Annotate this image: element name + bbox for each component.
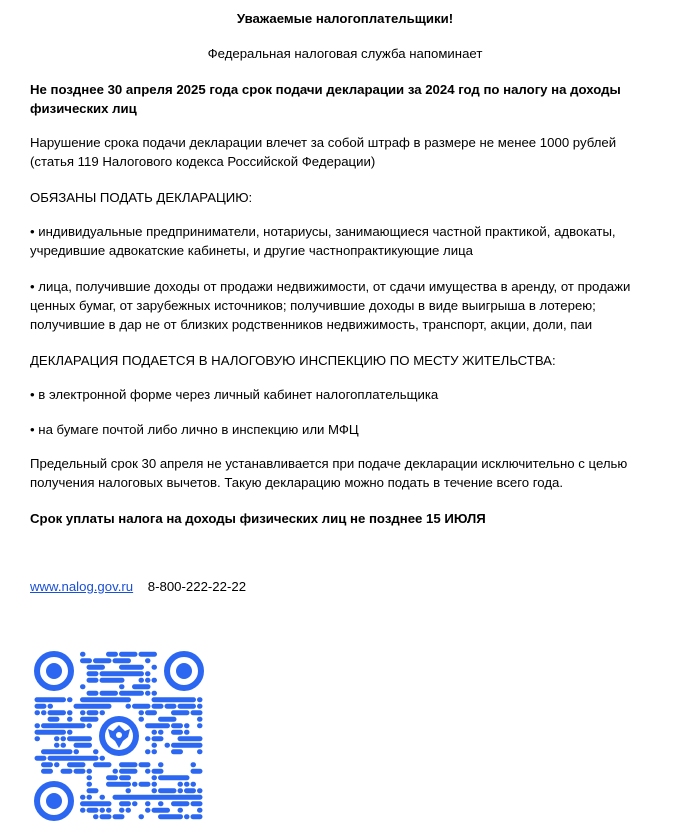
qr-module <box>100 691 119 696</box>
qr-module <box>158 801 164 806</box>
qr-module <box>41 749 73 754</box>
qr-module <box>100 678 125 683</box>
qr-module <box>119 691 144 696</box>
qr-module <box>184 814 190 819</box>
qr-module <box>93 814 99 819</box>
qr-module <box>145 749 151 754</box>
qr-module <box>139 782 151 787</box>
qr-module <box>152 665 158 670</box>
qr-module <box>87 691 99 696</box>
qr-module <box>54 762 60 767</box>
qr-module <box>74 704 112 709</box>
obliged-item-2-line-2: ценных бумаг, от зарубежных источников; получившие доходы в виде выигрыша в лотерею; <box>30 298 596 313</box>
qr-module <box>197 749 203 754</box>
qr-module <box>191 814 203 819</box>
qr-module <box>61 736 67 741</box>
qr-module <box>145 736 151 741</box>
qr-module <box>100 808 106 813</box>
obliged-item-2-line-1: • лица, получившие доходы от продажи недвижимости, от сдачи имущества в аренду, от продажи <box>30 279 631 294</box>
qr-module <box>67 762 86 767</box>
exception-line-1: Предельный срок 30 апреля не устанавливается при подаче декларации исключительно с целью <box>30 456 628 471</box>
qr-module <box>145 691 151 696</box>
qr-module <box>35 756 47 761</box>
qr-module <box>152 736 164 741</box>
qr-module <box>113 658 132 663</box>
qr-module <box>152 743 158 748</box>
qr-module <box>126 808 132 813</box>
qr-module <box>152 808 171 813</box>
qr-module <box>35 704 47 709</box>
deadline-line-2: физических лиц <box>30 101 137 116</box>
qr-module <box>152 769 164 774</box>
qr-module <box>191 710 203 715</box>
qr-module <box>145 658 151 663</box>
qr-module <box>145 671 151 676</box>
qr-module <box>145 801 151 806</box>
qr-module <box>61 743 67 748</box>
qr-module <box>139 678 145 683</box>
qr-module <box>191 762 197 767</box>
qr-module <box>119 762 138 767</box>
qr-module <box>171 749 183 754</box>
qr-module <box>113 769 119 774</box>
qr-module <box>178 808 184 813</box>
contacts-line <box>30 578 246 596</box>
qr-module <box>87 795 93 800</box>
qr-module <box>35 697 67 702</box>
qr-module <box>197 717 203 722</box>
qr-module <box>178 736 203 741</box>
qr-module <box>178 788 184 793</box>
qr-module <box>178 782 184 787</box>
qr-module <box>158 717 177 722</box>
submit-heading: ДЕКЛАРАЦИЯ ПОДАЕТСЯ В НАЛОГОВУЮ ИНСПЕКЦИЮ ПО МЕСТУ ЖИТЕЛЬСТВА: <box>30 353 556 368</box>
qr-module <box>87 723 93 728</box>
payment-deadline: Срок уплаты налога на доходы физических лиц не позднее 15 ИЮЛЯ <box>30 511 486 526</box>
qr-module <box>132 801 138 806</box>
penalty-line-2: (статья 119 Налогового кодекса Российской Федерации) <box>30 154 376 169</box>
website-link[interactable]: www.nalog.gov.ru <box>30 579 134 594</box>
qr-module <box>35 736 41 741</box>
qr-module <box>158 775 190 780</box>
qr-module <box>48 710 67 715</box>
qr-module <box>139 652 158 657</box>
qr-module <box>152 730 158 735</box>
qr-module <box>87 775 93 780</box>
obliged-heading: ОБЯЗАНЫ ПОДАТЬ ДЕКЛАРАЦИЮ: <box>30 190 253 205</box>
qr-module <box>191 769 203 774</box>
qr-module <box>152 697 197 702</box>
qr-module <box>132 704 151 709</box>
qr-module <box>145 710 157 715</box>
qr-module <box>80 717 99 722</box>
qr-module <box>152 782 158 787</box>
qr-module <box>171 730 183 735</box>
qr-module <box>152 749 158 754</box>
qr-module <box>152 678 158 683</box>
qr-module <box>35 730 67 735</box>
qr-module <box>74 749 80 754</box>
qr-module <box>139 814 145 819</box>
hotline-phone: 8-800-222-22-22 <box>147 579 247 594</box>
qr-module <box>152 775 158 780</box>
qr-module <box>126 704 132 709</box>
qr-module <box>74 743 93 748</box>
qr-module <box>197 697 203 702</box>
qr-module <box>132 684 151 689</box>
qr-module <box>171 801 190 806</box>
qr-module <box>106 782 131 787</box>
qr-module <box>184 782 190 787</box>
qr-module <box>184 788 196 793</box>
qr-module <box>41 710 47 715</box>
qr-module <box>191 801 203 806</box>
qr-module <box>119 684 125 689</box>
penalty-line-1: Нарушение срока подачи декларации влечет за собой штраф в размере не менее 1000 рублей <box>30 135 617 150</box>
qr-module <box>113 795 203 800</box>
qr-module <box>119 808 125 813</box>
qr-module <box>119 665 144 670</box>
qr-module <box>197 808 203 813</box>
qr-module <box>184 730 190 735</box>
qr-module <box>178 704 197 709</box>
qr-module <box>145 723 170 728</box>
qr-module <box>100 710 106 715</box>
qr-module <box>87 769 93 774</box>
qr-module <box>119 775 131 780</box>
qr-module <box>100 795 106 800</box>
qr-module <box>35 723 41 728</box>
qr-module <box>165 743 171 748</box>
qr-module <box>197 788 203 793</box>
qr-module <box>87 671 99 676</box>
qr-module <box>119 652 138 657</box>
qr-module <box>152 704 164 709</box>
qr-module <box>197 704 203 709</box>
submit-item-2: • на бумаге почтой либо лично в инспекцию или МФЦ <box>30 422 359 437</box>
qr-module <box>139 710 145 715</box>
obliged-item-2-line-3: получившие в дар не от близких родственников недвижимость, транспорт, акции, доли, паи <box>30 317 593 332</box>
qr-module <box>119 769 138 774</box>
qr-module <box>41 762 53 767</box>
qr-module <box>74 769 86 774</box>
qr-module <box>80 697 131 702</box>
qr-module <box>48 717 60 722</box>
qr-module <box>93 749 99 754</box>
qr-module <box>87 788 99 793</box>
qr-module <box>80 808 86 813</box>
qr-module <box>100 814 112 819</box>
qr-module <box>126 788 132 793</box>
subheading: Федеральная налоговая служба напоминает <box>207 46 483 61</box>
fns-emblem-icon <box>96 713 142 759</box>
qr-module <box>113 814 125 819</box>
qr-module <box>93 658 112 663</box>
qr-module <box>67 710 73 715</box>
deadline-line-1: Не позднее 30 апреля 2025 года срок подачи декларации за 2024 год по налогу на доходы <box>30 82 621 97</box>
qr-module <box>100 671 145 676</box>
qr-module <box>67 717 73 722</box>
qr-code <box>30 647 208 825</box>
qr-module <box>152 788 158 793</box>
qr-module <box>87 665 106 670</box>
qr-module <box>119 801 131 806</box>
qr-module <box>67 736 92 741</box>
qr-module <box>80 684 86 689</box>
heading: Уважаемые налогоплательщики! <box>236 11 454 26</box>
qr-module <box>41 723 86 728</box>
qr-module <box>184 723 190 728</box>
qr-module <box>100 756 106 761</box>
exception-line-2: получения налоговых вычетов. Такую декларацию можно подать в течение всего года. <box>30 475 564 490</box>
qr-module <box>54 736 60 741</box>
qr-module <box>139 762 151 767</box>
qr-module <box>80 795 86 800</box>
qr-module <box>87 710 99 715</box>
obliged-item-1-line-1: • индивидуальные предприниматели, нотариусы, занимающиеся частной практикой, адвокаты, <box>30 224 616 239</box>
qr-module <box>132 782 138 787</box>
qr-module <box>48 704 54 709</box>
qr-module <box>158 814 183 819</box>
qr-module <box>67 697 73 702</box>
qr-module <box>171 710 190 715</box>
obliged-item-1-line-2: учредившие адвокатские кабинеты, и другие частнопрактикующие лица <box>30 243 473 258</box>
qr-module <box>158 730 164 735</box>
qr-module <box>158 788 177 793</box>
qr-module <box>80 652 86 657</box>
qr-module <box>106 652 118 657</box>
qr-module <box>158 762 164 767</box>
qr-module <box>171 743 203 748</box>
qr-module <box>35 710 41 715</box>
qr-module <box>80 658 92 663</box>
qr-module <box>80 801 112 806</box>
qr-module <box>41 769 53 774</box>
qr-module <box>67 730 73 735</box>
qr-module <box>106 775 118 780</box>
qr-module <box>145 808 151 813</box>
qr-module <box>87 678 99 683</box>
qr-module <box>145 769 151 774</box>
qr-module <box>48 756 99 761</box>
qr-module <box>93 762 112 767</box>
qr-module <box>106 808 112 813</box>
qr-module <box>152 691 158 696</box>
qr-module <box>139 717 145 722</box>
qr-module <box>87 782 93 787</box>
qr-module <box>61 769 73 774</box>
qr-module <box>171 723 183 728</box>
qr-module <box>80 710 86 715</box>
qr-module <box>145 678 151 683</box>
submit-item-1: • в электронной форме через личный кабинет налогоплательщика <box>30 387 439 402</box>
qr-module <box>87 808 99 813</box>
qr-module <box>191 782 197 787</box>
qr-module <box>197 723 203 728</box>
qr-module <box>54 743 60 748</box>
qr-module <box>165 704 177 709</box>
